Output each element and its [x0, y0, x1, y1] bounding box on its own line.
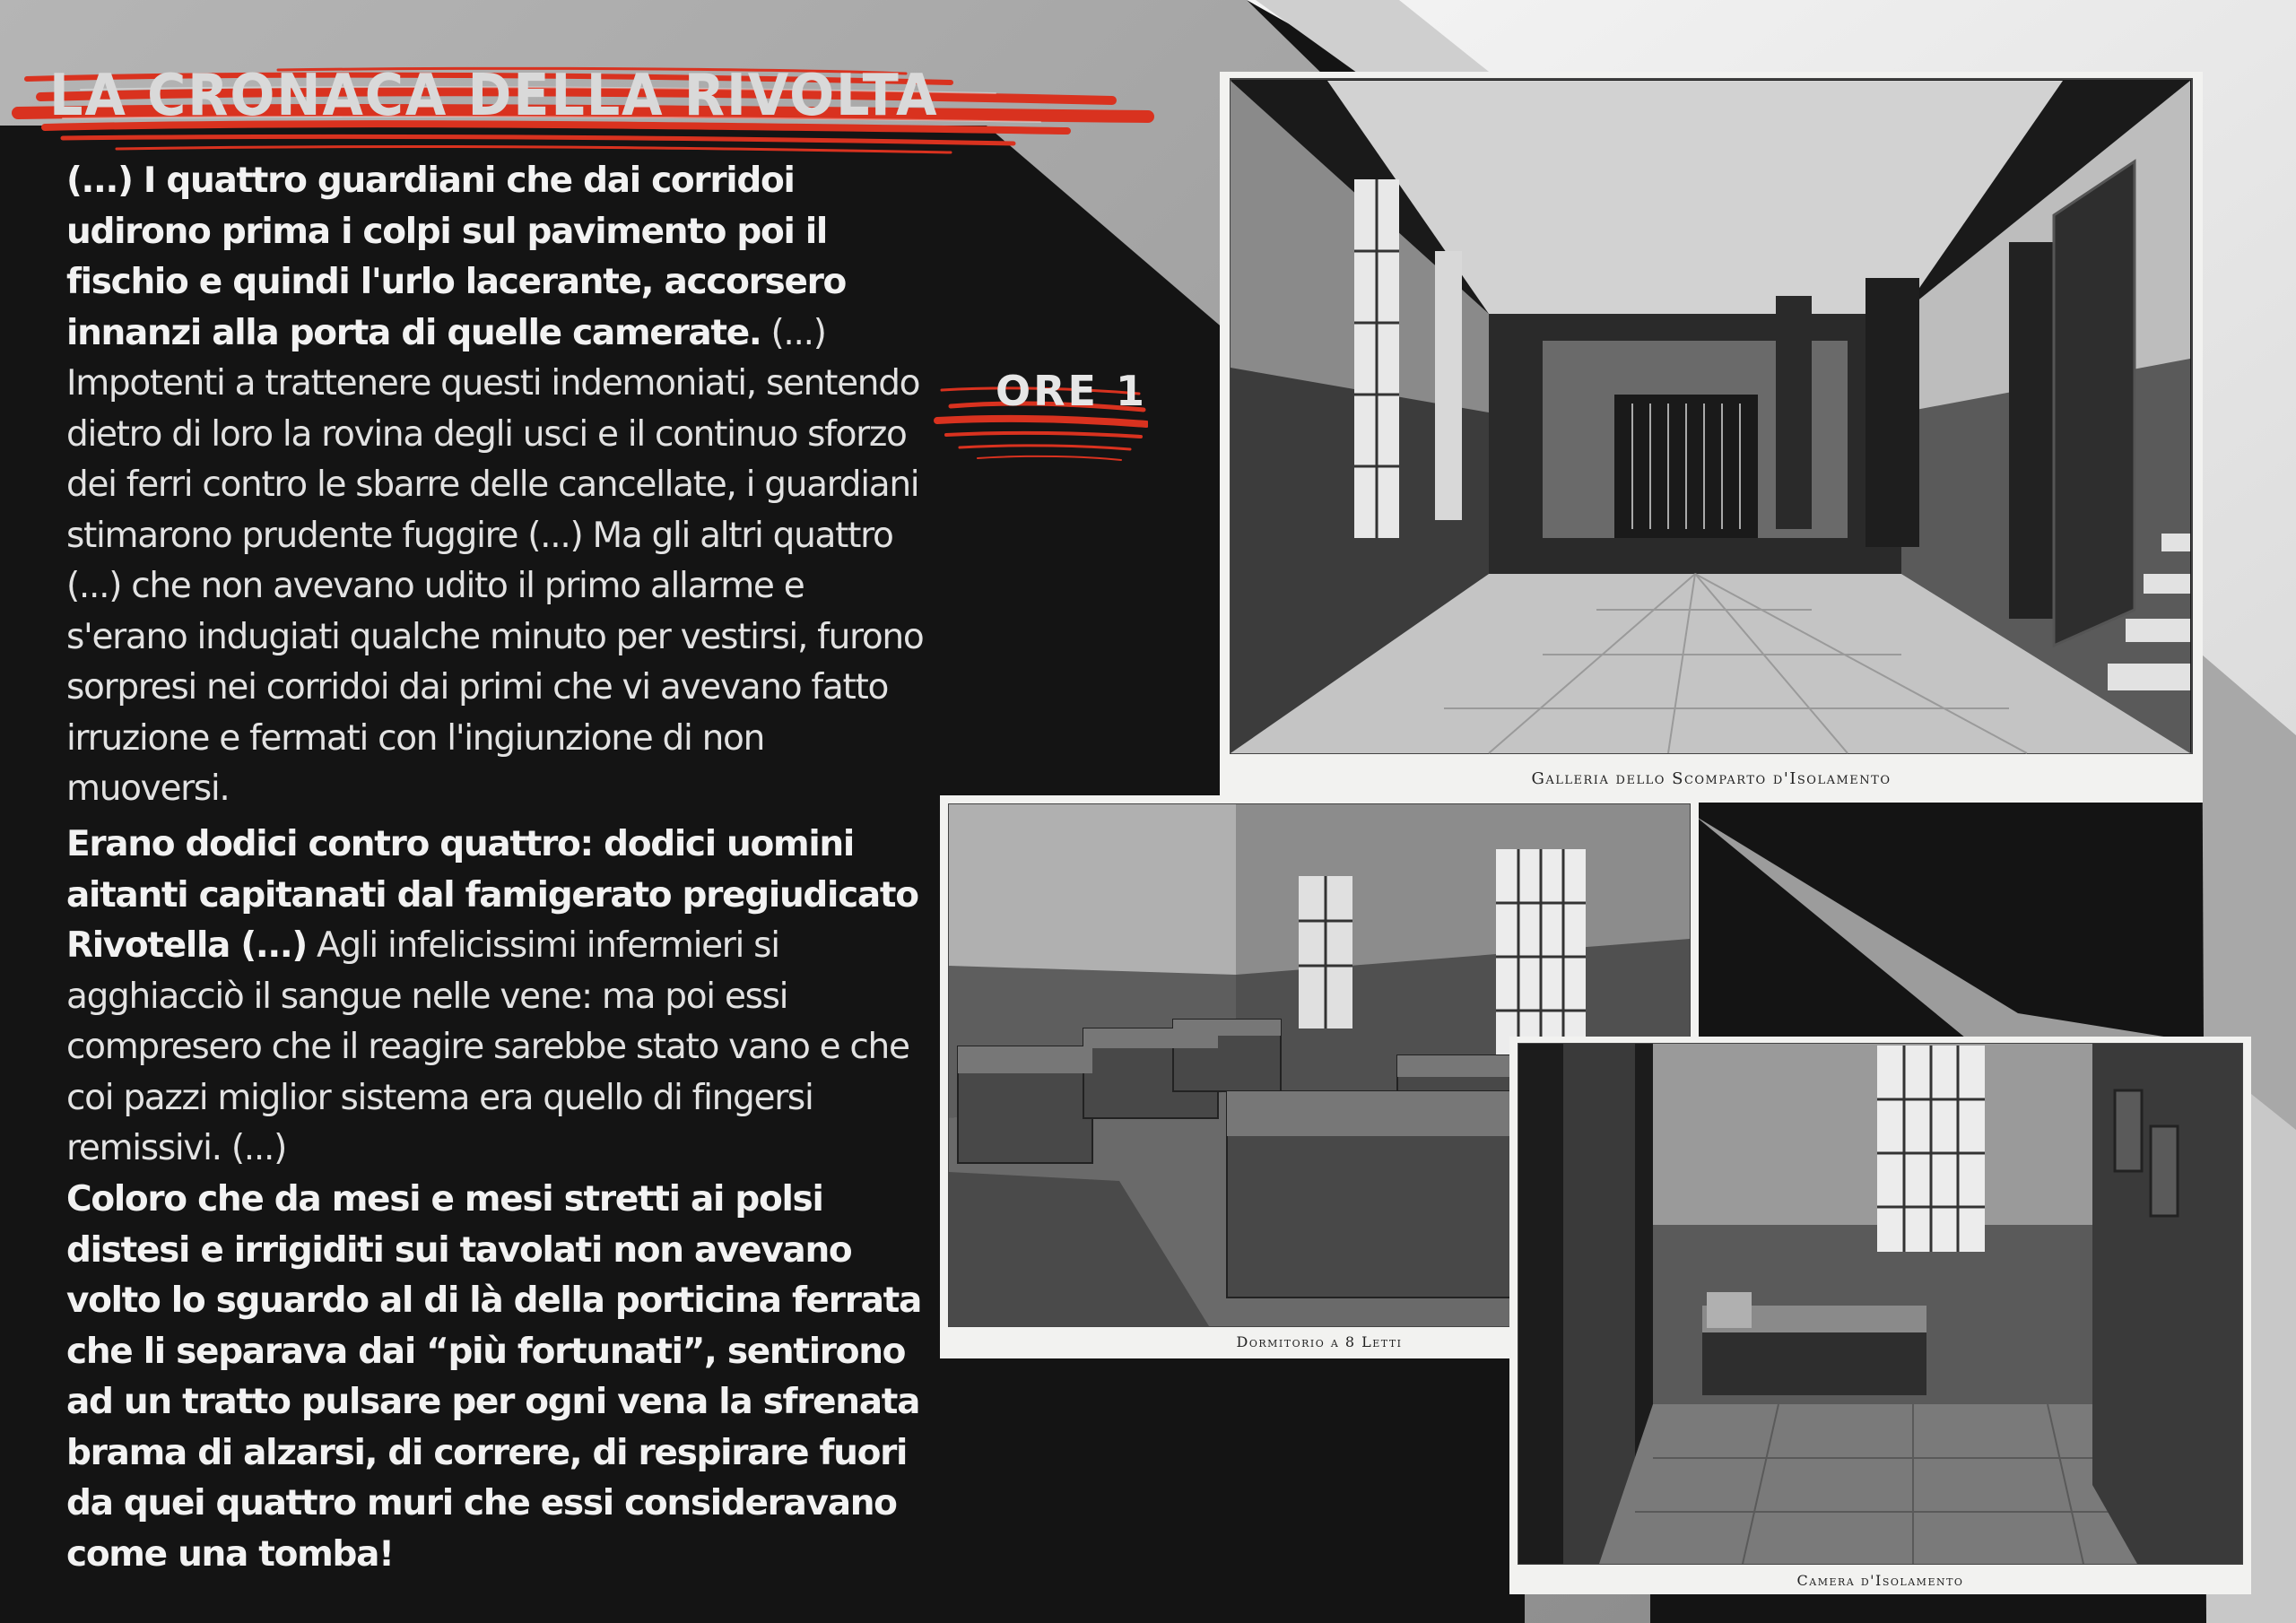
- isolation-cell-illustration: [1509, 1037, 2251, 1570]
- paragraph-1-regular: (...) Impotenti a trattenere questi indemoniati, sentendo dietro di loro la rovina degli usci e il continuo sforzo dei ferri contro le sbarre delle cancellate, i guardiani stimarono prudente fuggire (...) Ma gli altri quattro (...) che non avevano udito il primo allarme e s'erano indugiati qualche minuto per vestirsi, furono sorpresi nei corridoi dai primi che vi avevano fatto irruzione e fermati con l'ingiunzione di non muoversi.: [66, 312, 924, 809]
- story-paragraph-3: [66, 1175, 927, 1580]
- caption-corridor: Galleria dello Scomparto d'Isolamento: [1531, 769, 1892, 788]
- photo-isolation-cell: [1509, 1037, 2251, 1594]
- corridor-illustration: [1220, 72, 2203, 762]
- caption-dormitory: Dormitorio a 8 Letti: [1236, 1333, 1403, 1350]
- story-paragraph-1: [66, 156, 927, 815]
- page-title: LA CRONACA DELLA RIVOLTA: [49, 63, 939, 129]
- paragraph-2-bold: Erano dodici contro quattro: dodici uomini aitanti capitanati dal famigerato pregiudicato Rivotella (...): [66, 824, 918, 966]
- time-label-text: ORE 1: [996, 367, 1147, 415]
- paragraph-3-bold: Coloro che da mesi e mesi stretti ai polsi distesi e irrigiditi sui tavolati non avevano volto lo sguardo al di là della porticina ferrata che li separava dai “più fortunati”, sentirono ad un tratto pulsare per ogni vena la sfrenata brama di alzarsi, di correre, di respirare fuori da quei quattro muri che essi consideravano come una tomba!: [66, 1179, 922, 1575]
- time-label: [933, 354, 1148, 471]
- photo-corridor: [1220, 72, 2203, 803]
- paragraph-2-regular: Agli infelicissimi infermieri si agghiacciò il sangue nelle vene: ma poi essi compresero che il reagire sarebbe stato vano e che coi pazzi miglior sistema era quello di fingersi remissivi. (...): [66, 925, 909, 1168]
- title-banner: [9, 27, 1175, 161]
- caption-isolation-cell: Camera d'Isolamento: [1796, 1572, 1964, 1589]
- paragraph-1-bold: (...) I quattro guardiani che dai corridoi udirono prima i colpi sul pavimento poi il fischio e quindi l'urlo lacerante, accorsero innanzi alla porta di quelle camerate.: [66, 161, 847, 353]
- story-paragraph-2: [66, 820, 927, 1175]
